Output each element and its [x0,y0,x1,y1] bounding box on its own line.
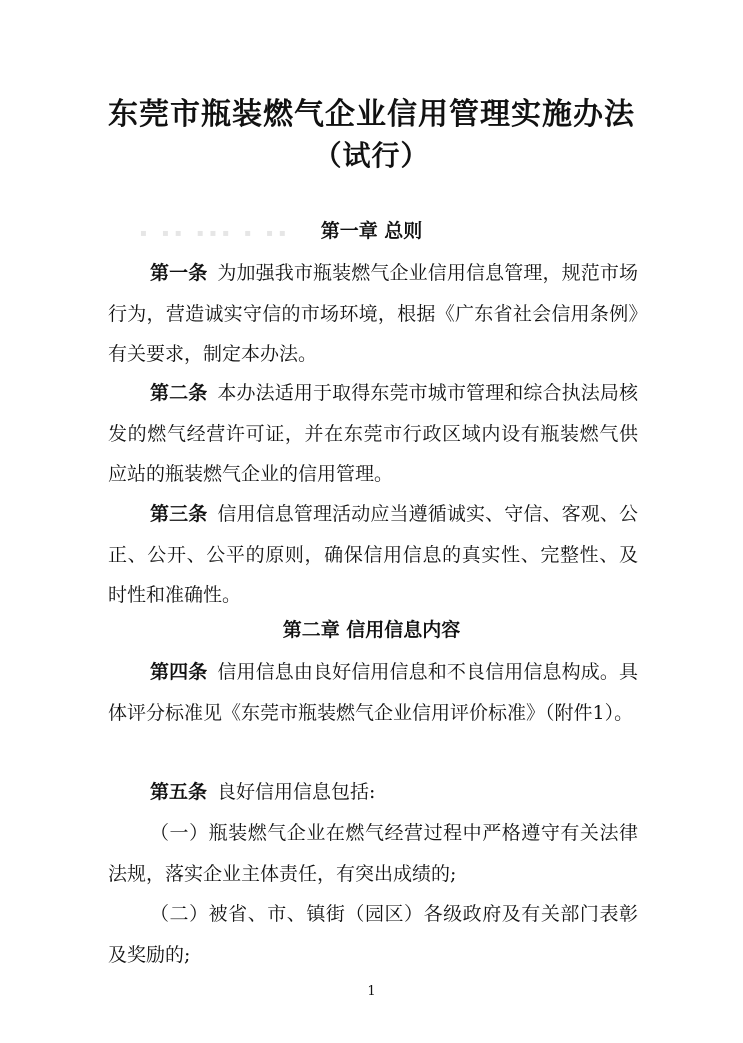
document-subtitle: （试行） [313,139,430,172]
list-item-1: （一）瓶装燃气企业在燃气经营过程中严格遵守有关法律法规，落实企业主体责任，有突出成绩的; [108,822,638,885]
article-3 [108,494,638,616]
article-text: 信用信息由良好信用信息和不良信用信息构成。具体评分标准见《东莞市瓶装燃气企业信用评价标准》（附件1）。 [108,661,638,724]
article-text: 良好信用信息包括: [217,781,376,803]
chapter-heading-2: 第二章 信用信息内容 [282,619,461,641]
article-2 [108,373,638,495]
article-text: 本办法适用于取得东莞市城市管理和综合执法局核发的燃气经营许可证，并在东莞市行政区域内设有瓶装燃气供应站的瓶装燃气企业的信用管理。 [108,382,638,485]
article-label: 第四条 [150,661,208,683]
article-1 [108,253,638,375]
article-4 [108,652,638,733]
article-label: 第五条 [150,781,208,803]
page-number: 1 [367,984,376,999]
article-label: 第一条 [150,262,208,284]
document-title: 东莞市瓶装燃气企业信用管理实施办法 [108,97,635,132]
article-text: 信用信息管理活动应当遵循诚实、守信、客观、公正、公开、公平的原则，确保信用信息的真实性、完整性、及时性和准确性。 [108,503,638,606]
article-5 [108,772,638,813]
chapter-heading-1: 第一章 总则 [320,220,423,242]
article-label: 第二条 [150,382,208,404]
faint-watermark-mark: ▪ ▪▪ ▪▪▪ ▪ ▪▪ [140,228,292,239]
article-text: 为加强我市瓶装燃气企业信用信息管理，规范市场行为，营造诚实守信的市场环境，根据《广东省社会信用条例》有关要求，制定本办法。 [108,262,638,365]
article-label: 第三条 [150,503,208,525]
list-item-2: （二）被省、市、镇街（园区）各级政府及有关部门表彰及奖励的; [108,903,638,966]
